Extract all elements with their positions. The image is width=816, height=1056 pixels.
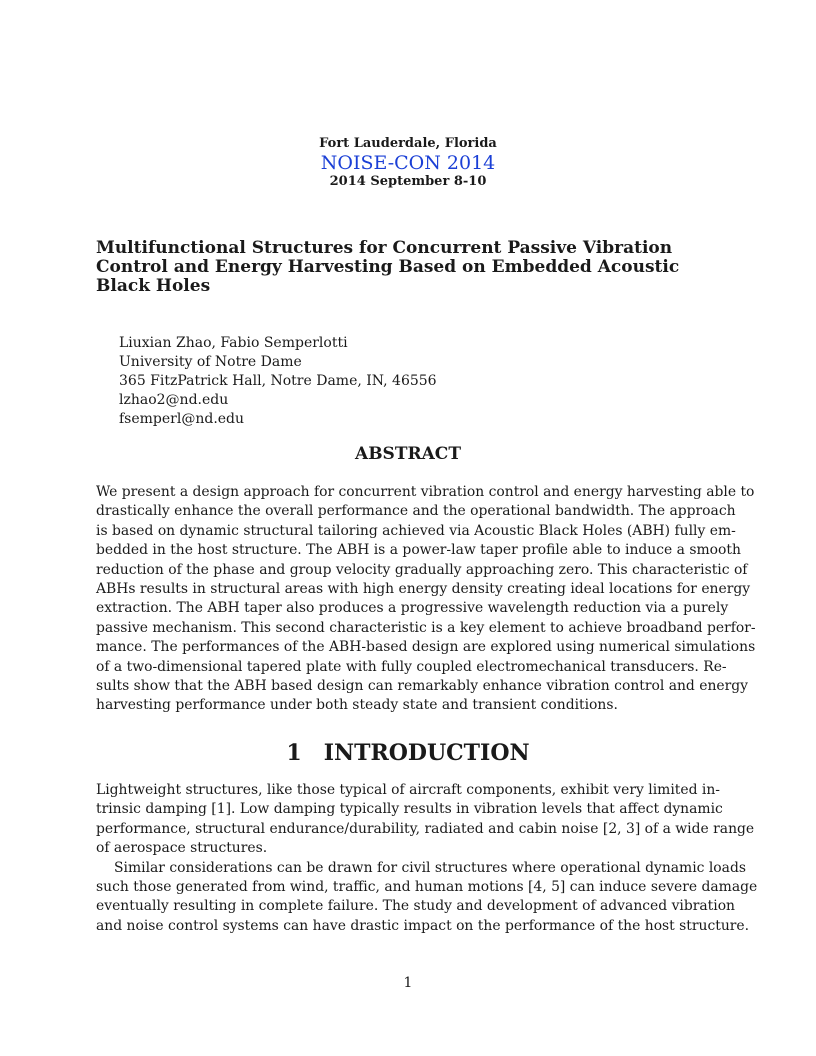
section-heading — [0, 739, 816, 767]
conference-name: NOISE-CON 2014 — [320, 152, 496, 174]
intro-line: Lightweight structures, like those typical of aircraft components, exhibit very limited in- — [96, 782, 720, 798]
abstract-line: of a two-dimensional tapered plate with fully coupled electromechanical transducers. Re- — [96, 658, 727, 675]
abstract-line: harvesting performance under both steady state and transient conditions. — [96, 697, 618, 714]
abstract-line: passive mechanism. This second characteristic is a key element to achieve broadband perfor- — [96, 619, 756, 636]
abstract-line: bedded in the host structure. The ABH is a power-law taper profile able to induce a smooth — [96, 542, 741, 559]
author-email: lzhao2@nd.edu — [119, 392, 229, 408]
intro-line: performance, structural endurance/durability, radiated and cabin noise [2, 3] of a wide range — [96, 820, 755, 837]
abstract-body — [96, 483, 756, 716]
title-line: Multifunctional Structures for Concurrent Passive Vibration — [96, 238, 673, 258]
title-line: Black Holes — [96, 276, 211, 296]
conference-date: 2014 September 8-10 — [329, 174, 487, 189]
intro-line: trinsic damping [1]. Low damping typically results in vibration levels that affect dynamic — [96, 801, 723, 818]
abstract-heading: ABSTRACT — [355, 444, 461, 464]
author-email: fsemperl@nd.edu — [119, 411, 245, 427]
section-title: INTRODUCTION — [323, 740, 530, 766]
abstract-line: drastically enhance the overall performance and the operational bandwidth. The approach — [96, 503, 736, 520]
intro-line: eventually resulting in complete failure. The study and development of advanced vibration — [96, 898, 736, 915]
abstract-line: is based on dynamic structural tailoring achieved via Acoustic Black Holes (ABH) fully em- — [96, 522, 736, 539]
abstract-line: sults show that the ABH based design can remarkably enhance vibration control and energy — [96, 678, 749, 695]
abstract-line: reduction of the phase and group velocity gradually approaching zero. This characteristic of — [96, 561, 748, 578]
conference-location: Fort Lauderdale, Florida — [319, 136, 497, 151]
intro-line: such those generated from wind, traffic, and human motions [4, 5] can induce severe damage — [96, 879, 758, 896]
author-names: Liuxian Zhao, Fabio Semperlotti — [119, 335, 348, 351]
page-number: 1 — [403, 975, 413, 991]
abstract-line: extraction. The ABH taper also produces a progressive wavelength reduction via a purely — [96, 600, 729, 617]
author-affiliation: University of Notre Dame — [119, 354, 302, 370]
author-block — [119, 334, 437, 429]
section-number: 1 — [286, 740, 302, 766]
intro-line: and noise control systems can have drastic impact on the performance of the host structure. — [96, 917, 750, 934]
intro-line: of aerospace structures. — [96, 840, 268, 857]
conference-header — [0, 136, 816, 190]
author-address: 365 FitzPatrick Hall, Notre Dame, IN, 46556 — [119, 373, 437, 389]
intro-line: Similar considerations can be drawn for civil structures where operational dynamic loads — [114, 859, 746, 876]
abstract-line: mance. The performances of the ABH-based design are explored using numerical simulations — [96, 639, 756, 656]
abstract-line: We present a design approach for concurrent vibration control and energy harvesting able to — [96, 484, 755, 500]
title-line: Control and Energy Harvesting Based on Embedded Acoustic — [96, 257, 680, 277]
paper-title — [96, 239, 716, 296]
introduction-body — [96, 781, 758, 936]
abstract-line: ABHs results in structural areas with high energy density creating ideal locations for energy — [96, 581, 751, 598]
